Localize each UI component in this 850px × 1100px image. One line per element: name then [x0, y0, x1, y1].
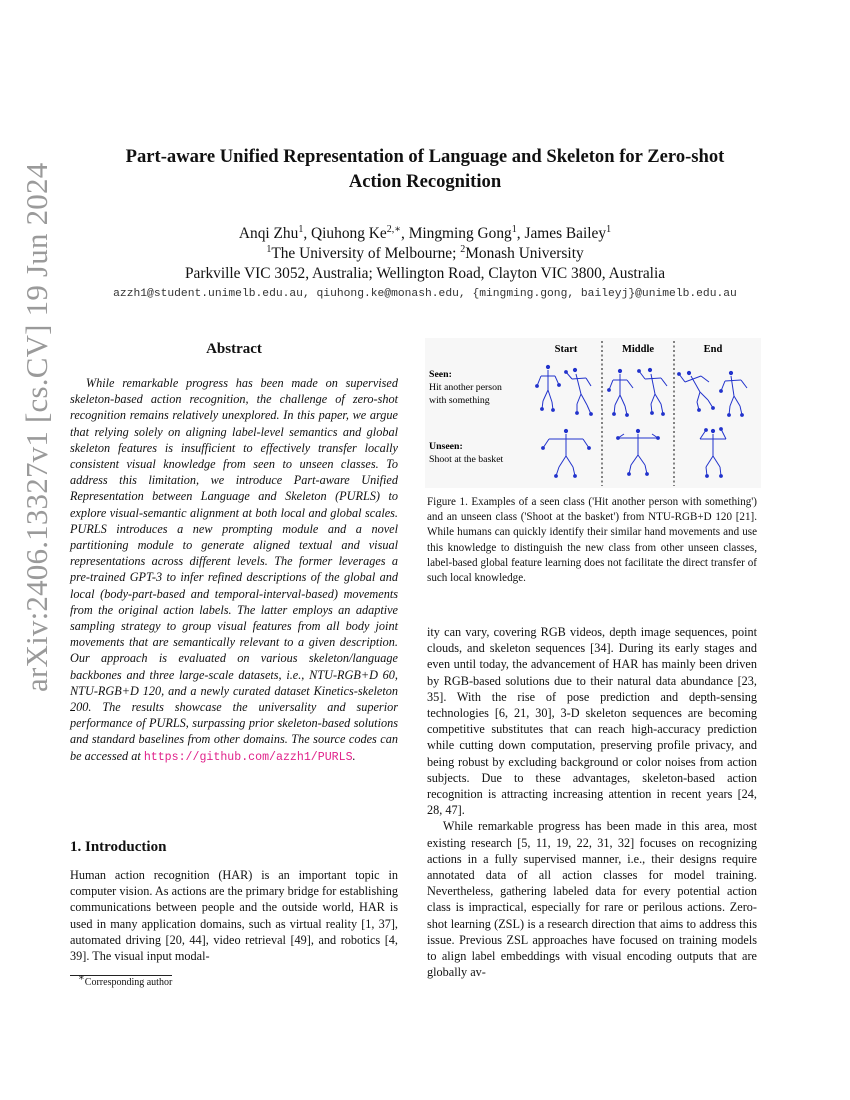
author-name: Mingming Gong: [408, 225, 512, 242]
seen-class-line-2: with something: [429, 395, 490, 406]
figure-1-caption: Figure 1. Examples of a seen class ('Hit another person with something') and an unseen class ('Shoot at the basket') from NTU-RGB+D 120 [21]. While humans can quickly identify their similar hand movements and use this knowledge to distinguish the new class from other unseen classes, label-based global feature learning does not facilitate the direct transfer of such local knowledge.: [427, 496, 757, 585]
intro-right-body: [427, 624, 757, 980]
title-line-1: Part-aware Unified Representation of Language and Skeleton for Zero-shot: [125, 146, 725, 167]
affiliations: [70, 244, 780, 264]
unseen-label: Unseen:: [429, 441, 463, 452]
abstract-text: While remarkable progress has been made on supervised skeleton-based action recognition, the challenge of zero-shot recognition remains relatively unexplored. In this paper, we argue that relying solely on aligning label-level semantics and global skeleton features is insufficient to effectively transfer locally consistent visual knowledge from seen to unseen classes. To address this limitation, we introduce Part-aware Unified Representation between Language and Skeleton (PURLS) to explore visual-semantic alignment at both local and global scales. PURLS introduces a new prompting module and a novel partitioning module to generate aligned textual and visual representations across different levels. The former leverages a pre-trained GPT-3 to infer refined descriptions of the global and local (body-part-based and temporal-interval-based) movements from the original action labels. The latter employs an adaptive sampling strategy to group visual features from all body joint movements that are semantically relevant to a given description. Our approach is evaluated on various skeleton/language backbones and three large-scale datasets, i.e., NTU-RGB+D 60, NTU-RGB+D 120, and a newly curated dataset Kinetics-skeleton 200. The results showcase the universality and superior performance of PURLS, surpassing prior skeleton-based solutions and standard baselines from other domains. The source codes can be accessed at: [70, 376, 398, 763]
abstract-heading: Abstract: [206, 341, 262, 357]
intro-right-p2: While remarkable progress has been made in this area, most existing research [5, 11, 19, 22, 31, 32] focuses on recognizing actions in a fully supervised manner, i.e., their designs require annotated data of all action classes for model training. Nevertheless, gathering labeled data for every potential action class is impractical, especially for rare or perilous actions. Zero-shot learning (ZSL) is a research direction that aims to address this issue. Previous ZSL approaches have focused on training models to align label embeddings with visual encoding outputs that are globally av-: [427, 819, 757, 980]
author-sup: 1: [298, 223, 304, 235]
footnote-mark: ∗: [78, 972, 85, 984]
aff-sup: 1: [266, 243, 272, 255]
figure-1-graphic: [425, 338, 761, 488]
author-sup: 1: [606, 223, 612, 235]
author-sup: 2,∗: [386, 223, 401, 235]
address: Parkville VIC 3052, Australia; Wellington Road, Clayton VIC 3800, Australia: [184, 265, 666, 282]
affiliation-2: Monash University: [465, 245, 584, 262]
affiliation-1: The University of Melbourne;: [271, 245, 461, 262]
col-middle-label: Middle: [621, 344, 655, 355]
code-link[interactable]: https://github.com/azzh1/PURLS: [143, 750, 353, 764]
col-start-label: Start: [554, 344, 578, 355]
figure-background: [425, 338, 761, 488]
author-emails[interactable]: azzh1@student.unimelb.edu.au, qiuhong.ke@monash.edu, {mingming.gong, baileyj}@unimelb.edu.au: [113, 288, 737, 300]
author-sup: 1: [511, 223, 517, 235]
intro-heading: 1. Introduction: [70, 839, 167, 855]
intro-left-text: Human action recognition (HAR) is an important topic in computer vision. As actions are the primary bridge for establishing communications between people and the outside world, HAR is used in many application domains, such as virtual reality [1, 37], automated driving [20, 44], video retrieval [49], and robotics [4, 39]. The visual input modal-: [70, 868, 398, 964]
aff-sup: 2: [460, 243, 466, 255]
author-name: Anqi Zhu: [238, 225, 299, 242]
arxiv-stamp: arXiv:2406.13327v1 [cs.CV] 19 Jun 2024: [19, 162, 54, 692]
paper-title: [70, 144, 780, 194]
title-line-2: Action Recognition: [348, 171, 502, 192]
footnote-text: Corresponding author: [84, 977, 173, 988]
figure-1: [425, 338, 761, 488]
abstract-end: .: [352, 748, 356, 763]
author-names: Anqi Zhu$^1$, Qiuhong $Ke^{2,∗}$, Mingming Gong$^1$, James Bailey$^1$: [238, 223, 612, 242]
seen-class-line-1: Hit another person: [429, 382, 502, 393]
author-block: [70, 224, 780, 284]
col-end-label: End: [703, 344, 723, 355]
footnote: [78, 972, 173, 988]
seen-label: Seen:: [429, 369, 452, 380]
footnote-rule: [70, 975, 172, 976]
intro-left-body: [70, 867, 398, 964]
author-name: James Bailey: [524, 225, 607, 242]
unseen-class-label: Shoot at the basket: [429, 454, 504, 465]
intro-right-p1: ity can vary, covering RGB videos, depth image sequences, point clouds, and skeleton sequences [34]. During its early stages and even until today, the advancement of HAR has mainly been driven by RGB-based solutions due to their natural data abundance [23, 35]. With the rise of pose prediction and depth-sensing technologies [6, 21, 30], 3-D skeleton sequences are becoming competitive substitutes that can reach high-accuracy prediction while cutting down computation, preserving profile privacy, and being robust by excluding background or color noises from action subjects. Due to these advantages, skeleton-based action recognition is attracting increasing attention in recent years [24, 28, 47].: [427, 625, 757, 818]
author-name: Qiuhong Ke: [311, 225, 387, 242]
abstract-body: [70, 375, 398, 766]
